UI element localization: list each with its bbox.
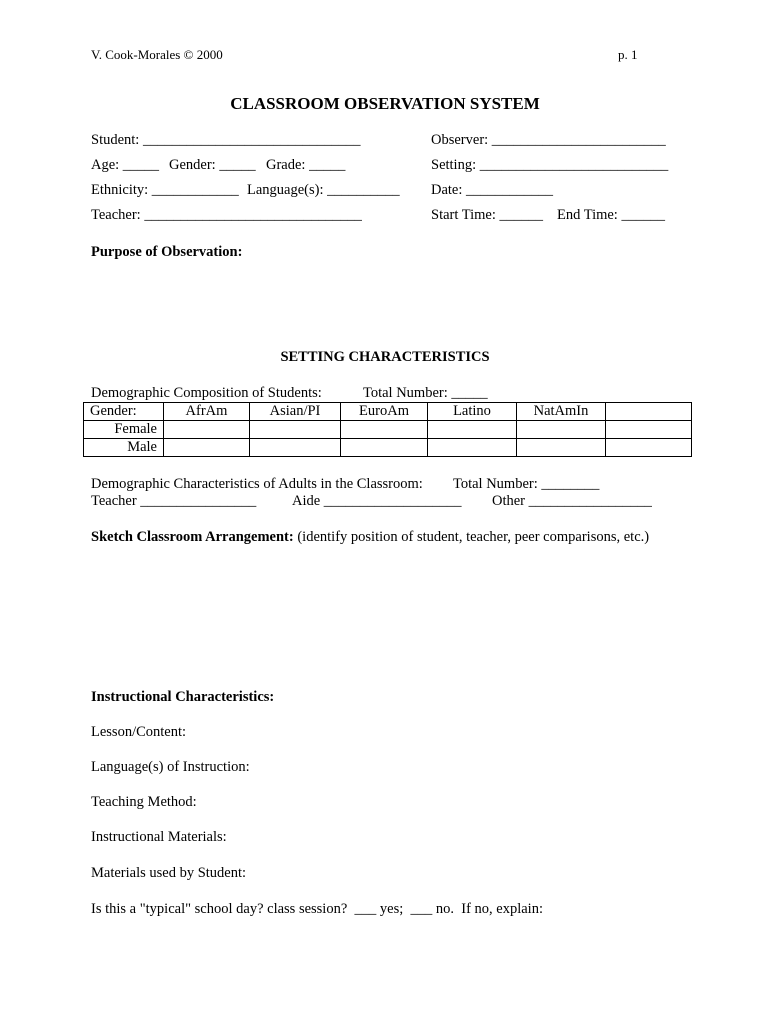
- table-header-cell: NatAmIn: [517, 403, 606, 421]
- teaching-method-label: Teaching Method:: [91, 794, 197, 810]
- student-materials-label: Materials used by Student:: [91, 865, 247, 881]
- instruction-language-label: Language(s) of Instruction:: [91, 759, 250, 775]
- teacher-field[interactable]: Teacher: ______________________________: [91, 207, 362, 223]
- sketch-label: Sketch Classroom Arrangement:: [91, 529, 294, 545]
- table-cell[interactable]: [341, 439, 428, 457]
- student-field[interactable]: Student: ______________________________: [91, 132, 361, 148]
- demographic-table: [83, 402, 692, 457]
- date-field[interactable]: Date: ____________: [431, 182, 554, 198]
- observer-field[interactable]: Observer: ________________________: [431, 132, 666, 148]
- table-cell[interactable]: [250, 421, 341, 439]
- table-cell[interactable]: [517, 439, 606, 457]
- table-header-cell: Latino: [428, 403, 517, 421]
- end-time-field[interactable]: End Time: ______: [557, 207, 665, 223]
- author-copyright: V. Cook-Morales © 2000: [91, 47, 223, 62]
- adults-total-field[interactable]: Total Number: ________: [453, 476, 600, 492]
- row-label-male: Male: [84, 439, 164, 457]
- ethnicity-field[interactable]: Ethnicity: ____________: [91, 182, 239, 198]
- table-cell[interactable]: [606, 439, 692, 457]
- typical-day-question[interactable]: Is this a "typical" school day? class session? ___ yes; ___ no. If no, explain:: [91, 901, 543, 917]
- demographic-adults-label: Demographic Characteristics of Adults in the Classroom:: [91, 476, 423, 492]
- table-header-cell: EuroAm: [341, 403, 428, 421]
- lesson-content-label: Lesson/Content:: [91, 724, 187, 740]
- gender-field[interactable]: Gender: _____: [169, 157, 256, 173]
- table-header-cell: Asian/PI: [250, 403, 341, 421]
- grade-field[interactable]: Grade: _____: [266, 157, 346, 173]
- languages-field[interactable]: Language(s): __________: [247, 182, 400, 198]
- table-cell[interactable]: [341, 421, 428, 439]
- setting-heading: SETTING CHARACTERISTICS: [280, 349, 490, 365]
- table-cell[interactable]: [250, 439, 341, 457]
- table-header-row: [84, 403, 692, 421]
- start-time-field[interactable]: Start Time: ______: [431, 207, 543, 223]
- instructional-materials-label: Instructional Materials:: [91, 829, 227, 845]
- table-cell[interactable]: [428, 421, 517, 439]
- table-row: [84, 421, 692, 439]
- adult-aide-field[interactable]: Aide ___________________: [292, 493, 462, 509]
- table-header-cell: Gender:: [84, 403, 164, 421]
- students-total-field[interactable]: Total Number: _____: [363, 385, 488, 401]
- row-label-female: Female: [84, 421, 164, 439]
- table-header-cell: AfrAm: [164, 403, 250, 421]
- setting-field[interactable]: Setting: __________________________: [431, 157, 669, 173]
- table-cell[interactable]: [517, 421, 606, 439]
- sketch-line: [91, 530, 649, 545]
- table-row: [84, 439, 692, 457]
- table-header-cell: [606, 403, 692, 421]
- adult-teacher-field[interactable]: Teacher ________________: [91, 493, 257, 509]
- adult-other-field[interactable]: Other _________________: [492, 493, 652, 509]
- table-cell[interactable]: [164, 439, 250, 457]
- age-field[interactable]: Age: _____: [91, 157, 160, 173]
- sketch-note: (identify position of student, teacher, peer comparisons, etc.): [293, 529, 650, 545]
- page-number: p. 1: [618, 47, 638, 62]
- instructional-heading: Instructional Characteristics:: [91, 689, 275, 705]
- table-cell[interactable]: [606, 421, 692, 439]
- form-title: CLASSROOM OBSERVATION SYSTEM: [230, 94, 540, 113]
- demographic-students-label: Demographic Composition of Students:: [91, 385, 322, 401]
- purpose-label: Purpose of Observation:: [91, 244, 243, 260]
- table-cell[interactable]: [164, 421, 250, 439]
- table-cell[interactable]: [428, 439, 517, 457]
